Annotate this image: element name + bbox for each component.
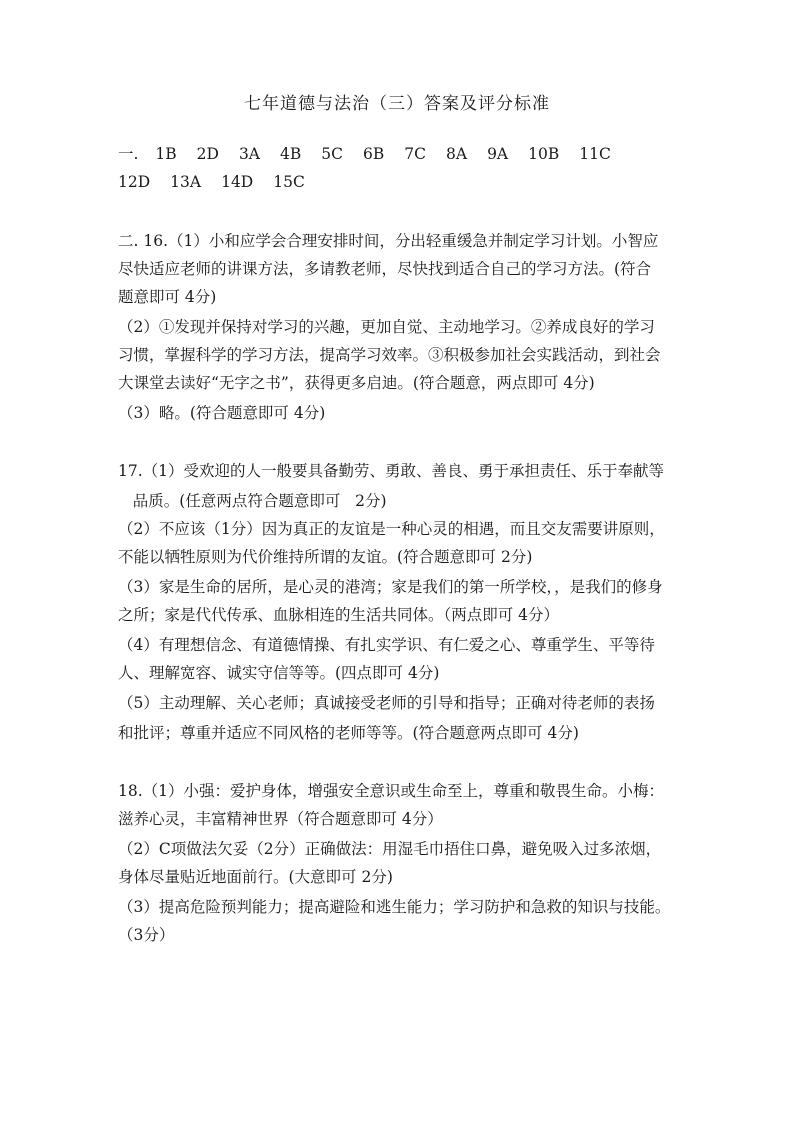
q17-line: （4）有理想信念、有道德情操、有扎实学识、有仁爱之心、尊重学生、平等待 bbox=[118, 636, 655, 654]
mc-answer: 7C bbox=[404, 145, 426, 163]
q17-line: 品质。(任意两点符合题意即可 2分) bbox=[118, 492, 387, 510]
mc-answer: 5C bbox=[321, 145, 343, 163]
mc-answers-row-1 bbox=[118, 143, 611, 165]
q16-line: 大课堂去读好“无字之书”，获得更多启迪。(符合题意，两点即可 4分) bbox=[118, 374, 595, 392]
q18-line: （2）C项做法欠妥（2分）正确做法：用湿毛巾捂住口鼻，避免吸入过多浓烟， bbox=[118, 840, 662, 858]
q16-line: （2）①发现并保持对学习的兴趣，更加自觉、主动地学习。②养成良好的学习 bbox=[118, 318, 655, 336]
mc-answer: 15C bbox=[273, 173, 305, 191]
q17-line: 之所；家是代代传承、血脉相连的生活共同体。（两点即可 4分） bbox=[118, 606, 560, 624]
mc-answer: 2D bbox=[196, 145, 219, 163]
section-one-label: 一. bbox=[118, 145, 139, 163]
q16-line: 二. 16.（1）小和应学会合理安排时间，分出轻重缓急并制定学习计划。小智应 bbox=[118, 232, 659, 250]
q17-line: （5）主动理解、关心老师；真诚接受老师的引导和指导；正确对待老师的表扬 bbox=[118, 694, 655, 712]
mc-answer: 12D bbox=[118, 173, 151, 191]
mc-answer: 6B bbox=[363, 145, 385, 163]
page-title: 七年道德与法治（三）答案及评分标准 bbox=[244, 94, 550, 114]
mc-answers-row-2 bbox=[118, 171, 305, 193]
q17-line: 17.（1）受欢迎的人一般要具备勤劳、勇敢、善良、勇于承担责任、乐于奉献等 bbox=[118, 462, 665, 480]
mc-answer: 13A bbox=[170, 173, 202, 191]
q17-line: 人、理解宽容、诚实守信等等。(四点即可 4分) bbox=[118, 664, 440, 682]
q18-line: （3分） bbox=[118, 926, 175, 944]
q17-line: 不能以牺牲原则为代价维持所谓的友谊。(符合题意即可 2分) bbox=[118, 548, 533, 566]
q18-line: （3）提高危险预判能力；提高避险和逃生能力；学习防护和急救的知识与技能。 bbox=[118, 898, 671, 916]
q16-line: 习惯，掌握科学的学习方法，提高学习效率。③积极参加社会实践活动，到社会 bbox=[118, 346, 661, 364]
mc-answer: 3A bbox=[238, 145, 260, 163]
mc-answer: 8A bbox=[446, 145, 468, 163]
mc-answer: 4B bbox=[280, 145, 302, 163]
q16-line: 尽快适应老师的讲课方法，多请教老师，尽快找到适合自己的学习方法。(符合 bbox=[118, 260, 652, 278]
q17-line: 和批评；尊重并适应不同风格的老师等等。(符合题意两点即可 4分) bbox=[118, 724, 579, 742]
q16-line: 题意即可 4分) bbox=[118, 288, 217, 306]
mc-answer: 14D bbox=[221, 173, 254, 191]
mc-answer: 9A bbox=[487, 145, 509, 163]
q16-line: （3）略。(符合题意即可 4分) bbox=[118, 404, 326, 422]
mc-answer: 10B bbox=[528, 145, 560, 163]
q17-line: （2）不应该（1分）因为真正的友谊是一种心灵的相遇，而且交友需要讲原则， bbox=[118, 520, 665, 538]
q18-line: 18.（1）小强：爱护身体，增强安全意识或生命至上，尊重和敬畏生命。小梅： bbox=[118, 782, 665, 800]
q18-line: 身体尽量贴近地面前行。(大意即可 2分) bbox=[118, 868, 393, 886]
q18-line: 滋养心灵，丰富精神世界（符合题意即可 4分） bbox=[118, 810, 443, 828]
mc-answer: 11C bbox=[579, 145, 611, 163]
q17-line: （3）家是生命的居所，是心灵的港湾；家是我们的第一所学校，，是我们的修身 bbox=[118, 578, 663, 596]
mc-answer: 1B bbox=[155, 145, 177, 163]
